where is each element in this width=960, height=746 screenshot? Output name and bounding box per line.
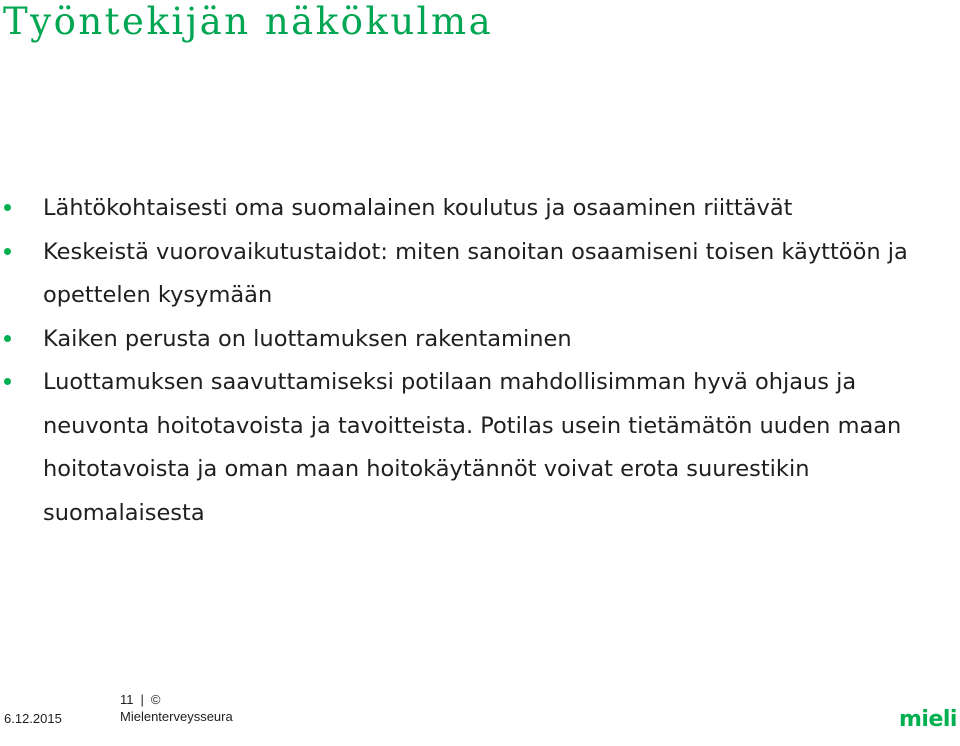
bullet-dot-icon: [4, 204, 11, 211]
bullet-text: Lähtökohtaisesti oma suomalainen koulutus ja osaaminen riittävät: [43, 195, 793, 221]
bullet-text: Luottamuksen saavuttamiseksi potilaan mahdollisimman hyvä ohjaus ja neuvonta hoitotavoista ja tavoitteista. Potilas usein tietämätön uuden maan hoitotavoista ja oman maan hoitokäytännöt voivat erota suurestikin suomalaisesta: [43, 369, 902, 526]
footer-separator: |: [140, 692, 144, 707]
footer-page-line: [120, 692, 260, 709]
page-number: 11: [120, 692, 134, 707]
logo-text: mieli: [899, 707, 957, 732]
bullet-item: [0, 187, 960, 231]
bullet-text: Kaiken perusta on luottamuksen rakentaminen: [43, 325, 572, 352]
slide-title: Työntekijän näkökulma: [3, 0, 494, 43]
bullet-dot-icon: [4, 378, 11, 385]
bullet-list: [0, 187, 960, 535]
bullet-item: [0, 231, 960, 318]
bullet-item: [0, 361, 960, 535]
bullet-dot-icon: [4, 335, 11, 342]
footer-organization: Mielenterveysseura: [120, 708, 233, 724]
footer-page-info: [120, 692, 260, 725]
footer-date: 6.12.2015: [4, 711, 62, 726]
bullet-dot-icon: [4, 248, 11, 255]
bullet-item: [0, 318, 960, 362]
mieli-logo: [898, 700, 958, 732]
bullet-text: Keskeistä vuorovaikutustaidot: miten sanoitan osaamiseni toisen käyttöön ja opettelen kysymään: [43, 238, 908, 308]
copyright-symbol: ©: [150, 692, 161, 707]
